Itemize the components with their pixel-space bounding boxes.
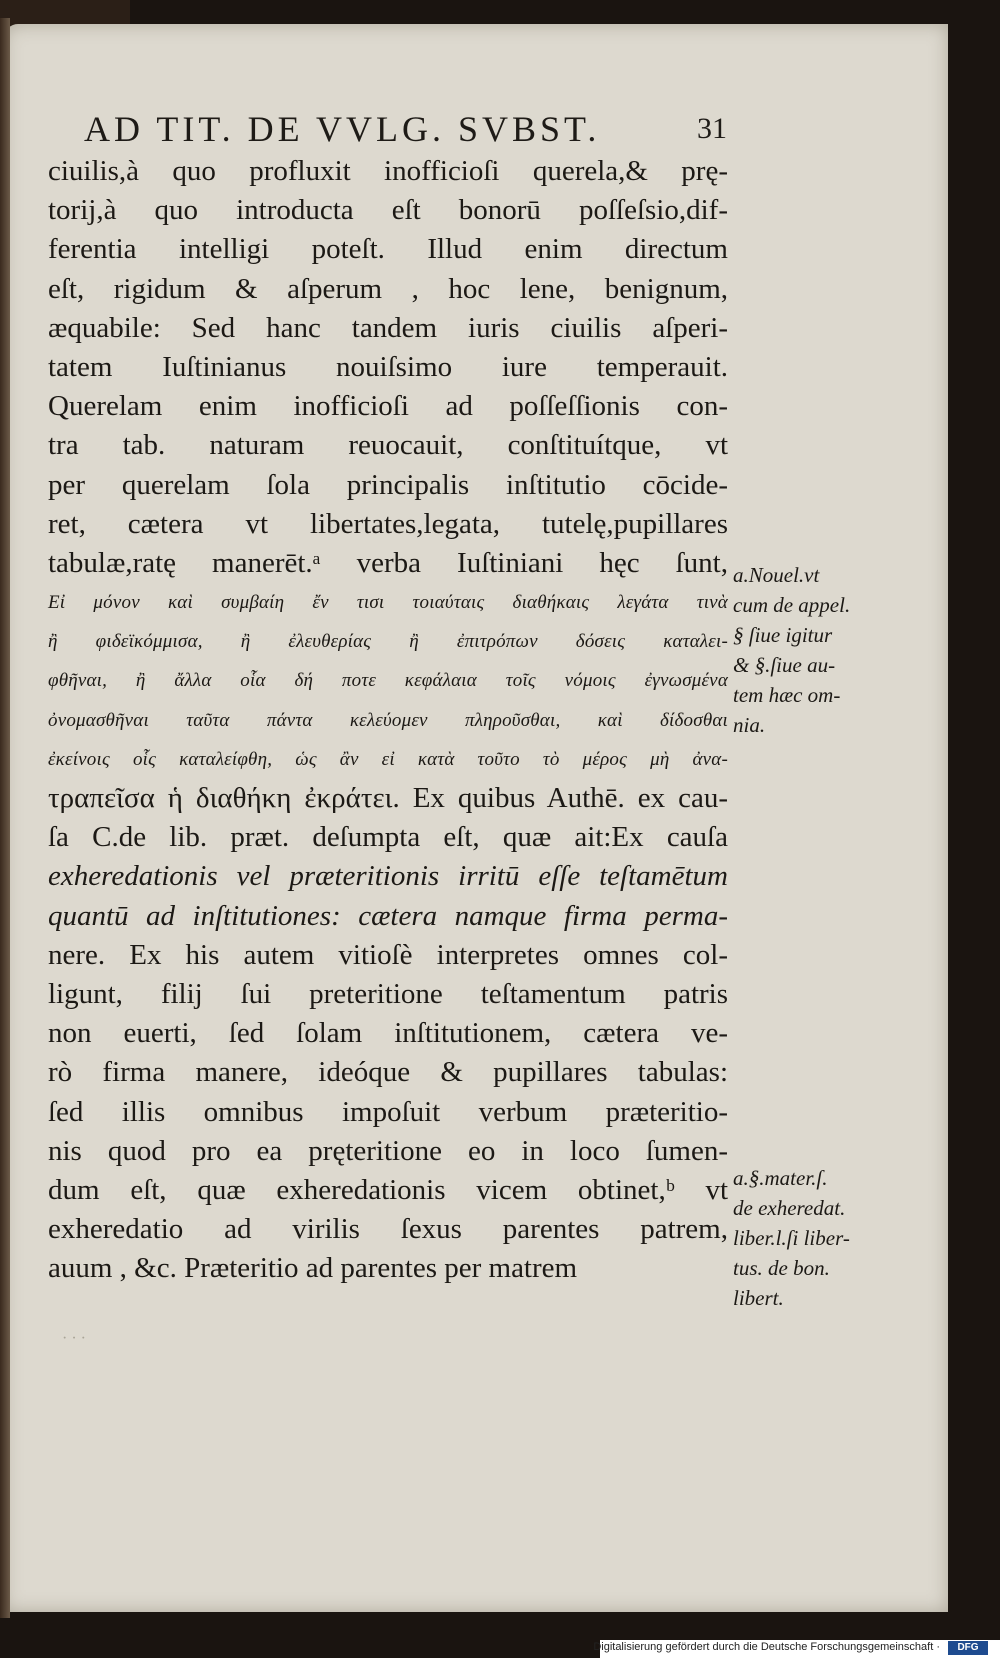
- margin-note-line: cum de appel.: [733, 593, 851, 617]
- text-line: rò firma manere, ideóque & pupillares tabulas:: [48, 1056, 728, 1089]
- text-line: auum , &c. Præteritio ad parentes per matrem: [48, 1252, 578, 1285]
- main-text-block: [48, 152, 728, 1288]
- text-line: ligunt, filij ſui preteritione teſtamentum patris: [48, 977, 728, 1010]
- text-line: ferentia intelligi poteſt. Illud enim directum: [48, 233, 728, 266]
- margin-note-line: a.§.mater.ſ.: [733, 1166, 828, 1190]
- margin-note-line: § ſiue igitur: [733, 623, 833, 647]
- text-line: per querelam ſola principalis inſtitutio cōcide-: [48, 468, 728, 501]
- text-line: eſt, rigidum & aſperum , hoc lene, benignum,: [48, 272, 728, 305]
- funding-credit: Digitalisierung gefördert durch die Deutsche Forschungsgemeinschaft ·: [593, 1641, 940, 1653]
- greek-text-line: ὀνομασθῆναι ταῦτα πάντα κελεύομεν πληροῦσθαι, καὶ δίδοσθαι: [48, 709, 728, 731]
- bleed-through-mark: · · ·: [62, 1330, 86, 1347]
- margin-note-line: a.Nouel.vt: [733, 563, 820, 587]
- text-line: exheredatio ad virilis ſexus parentes patrem,: [48, 1213, 728, 1246]
- text-line: τραπεῖσα ἡ διαθήκη ἐκράτει. Ex quibus Authē. ex cau-: [48, 782, 728, 814]
- margin-note-b: [733, 1163, 850, 1313]
- greek-text-line: Εἰ μόνον καὶ συμβαίη ἔν τισι τοιαύταις διαθήκαις λεγάτα τινὰ: [48, 592, 728, 614]
- text-line: æquabile: Sed hanc tandem iuris ciuilis aſperi-: [48, 311, 728, 344]
- text-line: ciuilis,à quo profluxit inofficioſi querela,& prę-: [48, 155, 728, 187]
- text-line: tabulæ,ratę manerēt.ᵃ verba Iuſtiniani hęc ſunt,: [48, 546, 728, 579]
- text-line: ſed illis omnibus impoſuit verbum præteritio-: [48, 1095, 728, 1128]
- margin-note-line: nia.: [733, 713, 766, 737]
- italic-text-line: exheredationis vel præteritionis irritū eſſe teſtamētum: [48, 860, 728, 893]
- margin-note-a: [733, 560, 850, 740]
- text-line: tra tab. naturam reuocauit, conſtituítque, vt: [48, 429, 728, 462]
- dfg-logo: DFG: [948, 1641, 988, 1655]
- margin-note-line: & §.ſiue au-: [733, 653, 836, 677]
- margin-note-line: libert.: [733, 1286, 784, 1310]
- page-number: 31: [697, 112, 727, 145]
- text-line: tatem Iuſtinianus nouiſsimo iure temperauit.: [48, 350, 728, 383]
- greek-text-line: ἢ φιδεϊκόμμισα, ἢ ἐλευθερίας ἢ ἐπιτρόπων δόσεις καταλει-: [48, 631, 728, 653]
- greek-text-line: φθῆναι, ἢ ἄλλα οἷα δή ποτε κεφάλαια τοῖς νόμοις ἐγνωσμένα: [48, 670, 728, 692]
- text-line: nis quod pro ea pręteritione eo in loco ſumen-: [48, 1134, 728, 1167]
- margin-note-line: tus. de bon.: [733, 1256, 830, 1280]
- text-line: dum eſt, quæ exheredationis vicem obtinet,ᵇ vt: [48, 1173, 728, 1206]
- margin-note-line: de exheredat.: [733, 1196, 846, 1220]
- text-line: non euerti, ſed ſolam inſtitutionem, cætera ve-: [48, 1017, 728, 1050]
- running-header: AD TIT. DE VVLG. SVBST.: [84, 109, 601, 149]
- text-line: ret, cætera vt libertates,legata, tutelę,pupillares: [48, 507, 728, 540]
- margin-note-line: liber.l.ſi liber-: [733, 1226, 850, 1250]
- text-line: torij,à quo introducta eſt bonorū poſſeſsio,dif-: [48, 194, 728, 227]
- greek-text-line: ἐκείνοις οἷς καταλείφθη, ὡς ἂν εἰ κατὰ τοῦτο τὸ μέρος μὴ ἀνα-: [48, 748, 728, 770]
- page-spine-edge: [0, 18, 10, 1618]
- text-line: Querelam enim inofficioſi ad poſſeſſionis con-: [48, 390, 728, 423]
- text-line: nere. Ex his autem vitioſè interpretes omnes col-: [48, 938, 728, 971]
- text-line: ſa C.de lib. præt. deſumpta eſt, quæ ait:Ex cauſa: [48, 821, 728, 854]
- italic-text-line: quantū ad inſtitutiones: cætera namque firma perma-: [48, 899, 728, 932]
- margin-note-line: tem hæc om-: [733, 683, 841, 707]
